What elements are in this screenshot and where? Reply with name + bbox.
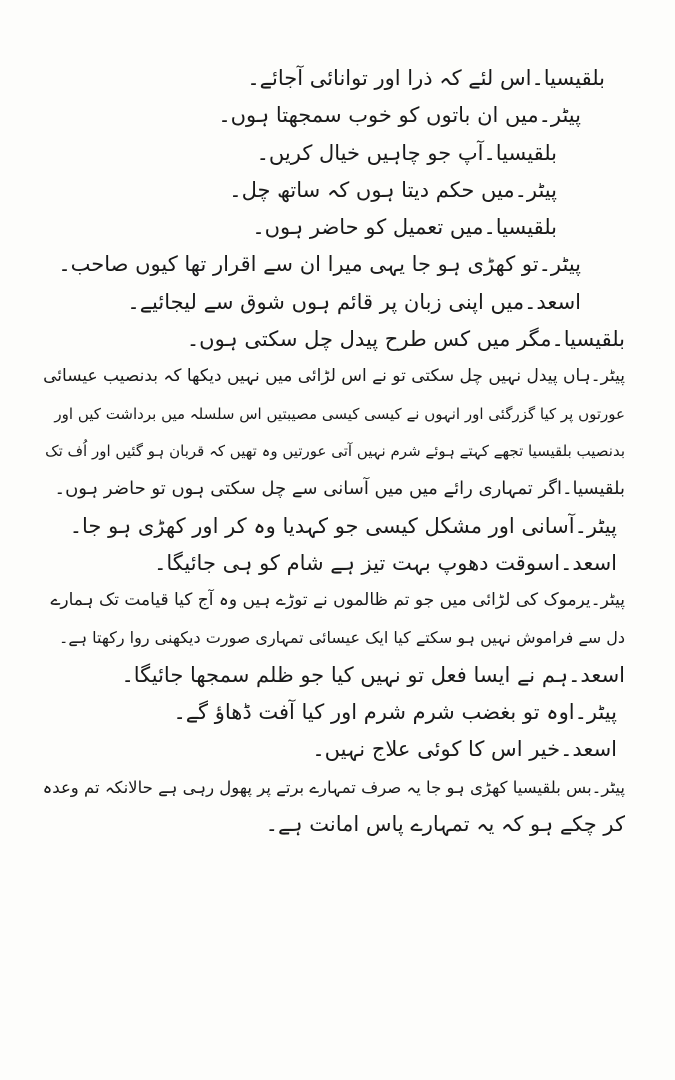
dialogue-line: بلقیسیا۔مگر میں کس طرح پیدل چل سکتی ہوں۔ (186, 327, 625, 352)
dialogue-line: پیٹر۔بس بلقیسیا کھڑی ہو جا یہ صرف تمہارے برتے پر پھول رہی ہے حالانکہ تم وعدہ (42, 777, 625, 797)
dialogue-line: پیٹر۔آسانی اور مشکل کیسی جو کہدیا وہ کر اور کھڑی ہو جا۔ (69, 513, 617, 538)
dialogue-line: اسعد۔خیر اس کا کوئی علاج نہیں۔ (312, 737, 617, 762)
dialogue-line: بلقیسیا۔آپ جو چاہیں خیال کریں۔ (256, 140, 557, 165)
dialogue-line: بلقیسیا۔اگر تمہاری رائے میں میں آسانی سے چل سکتی ہوں تو حاضر ہوں۔ (54, 478, 625, 500)
dialogue-line: کر چکے ہو کہ یہ تمہارے پاس امانت ہے۔ (265, 811, 625, 836)
dialogue-line: دل سے فراموش نہیں ہو سکتے کیا ایک عیسائی تمہاری صورت دیکھنی روا رکھتا ہے۔ (58, 628, 625, 648)
dialogue-line: بلقیسیا۔میں تعمیل کو حاضر ہوں۔ (252, 215, 557, 240)
dialogue-line: پیٹر۔میں حکم دیتا ہوں کہ ساتھ چل۔ (229, 177, 557, 202)
dialogue-line: پیٹر۔تو کھڑی ہو جا یہی میرا ان سے اقرار تھا کیوں صاحب۔ (58, 252, 581, 277)
dialogue-line: پیٹر۔اوہ تو بغضب شرم شرم اور کیا آفت ڈھاؤ گے۔ (173, 700, 617, 725)
dialogue-line: اسعد۔ہم نے ایسا فعل تو نہیں کیا جو ظلم سمجھا جائیگا۔ (121, 662, 625, 687)
dialogue-line: پیٹر۔میں ان باتوں کو خوب سمجھتا ہوں۔ (218, 103, 581, 128)
dialogue-line: عورتوں پر کیا گزرگئی اور انہوں نے کیسی کیسی مصیبتیں اس سلسلہ میں برداشت کیں اور (54, 404, 625, 423)
dialogue-text-block (42, 60, 627, 843)
dialogue-line: پیٹر۔ہاں پیدل نہیں چل سکتی تو نے اس لڑائی میں نہیں دیکھا کہ بدنصیب عیسائی (43, 366, 625, 387)
dialogue-line: پیٹر۔یرموک کی لڑائی میں جو تم ظالموں نے توڑے ہیں وہ آج کیا قیامت تک ہمارے (50, 590, 625, 611)
dialogue-line: بدنصیب بلقیسیا تجھے کہتے ہوئے شرم نہیں آتی عورتیں وہ تھیں کہ قربان ہو گئیں اور اُف تک (45, 441, 625, 460)
dialogue-line: بلقیسیا۔اس لئے کہ ذرا اور توانائی آجائے۔ (247, 66, 605, 90)
dialogue-line: اسعد۔میں اپنی زبان پر قائم ہوں شوق سے لیجائیے۔ (127, 289, 581, 314)
dialogue-line: اسعد۔اسوقت دھوپ بہت تیز ہے شام کو ہی جائیگا۔ (154, 550, 617, 575)
